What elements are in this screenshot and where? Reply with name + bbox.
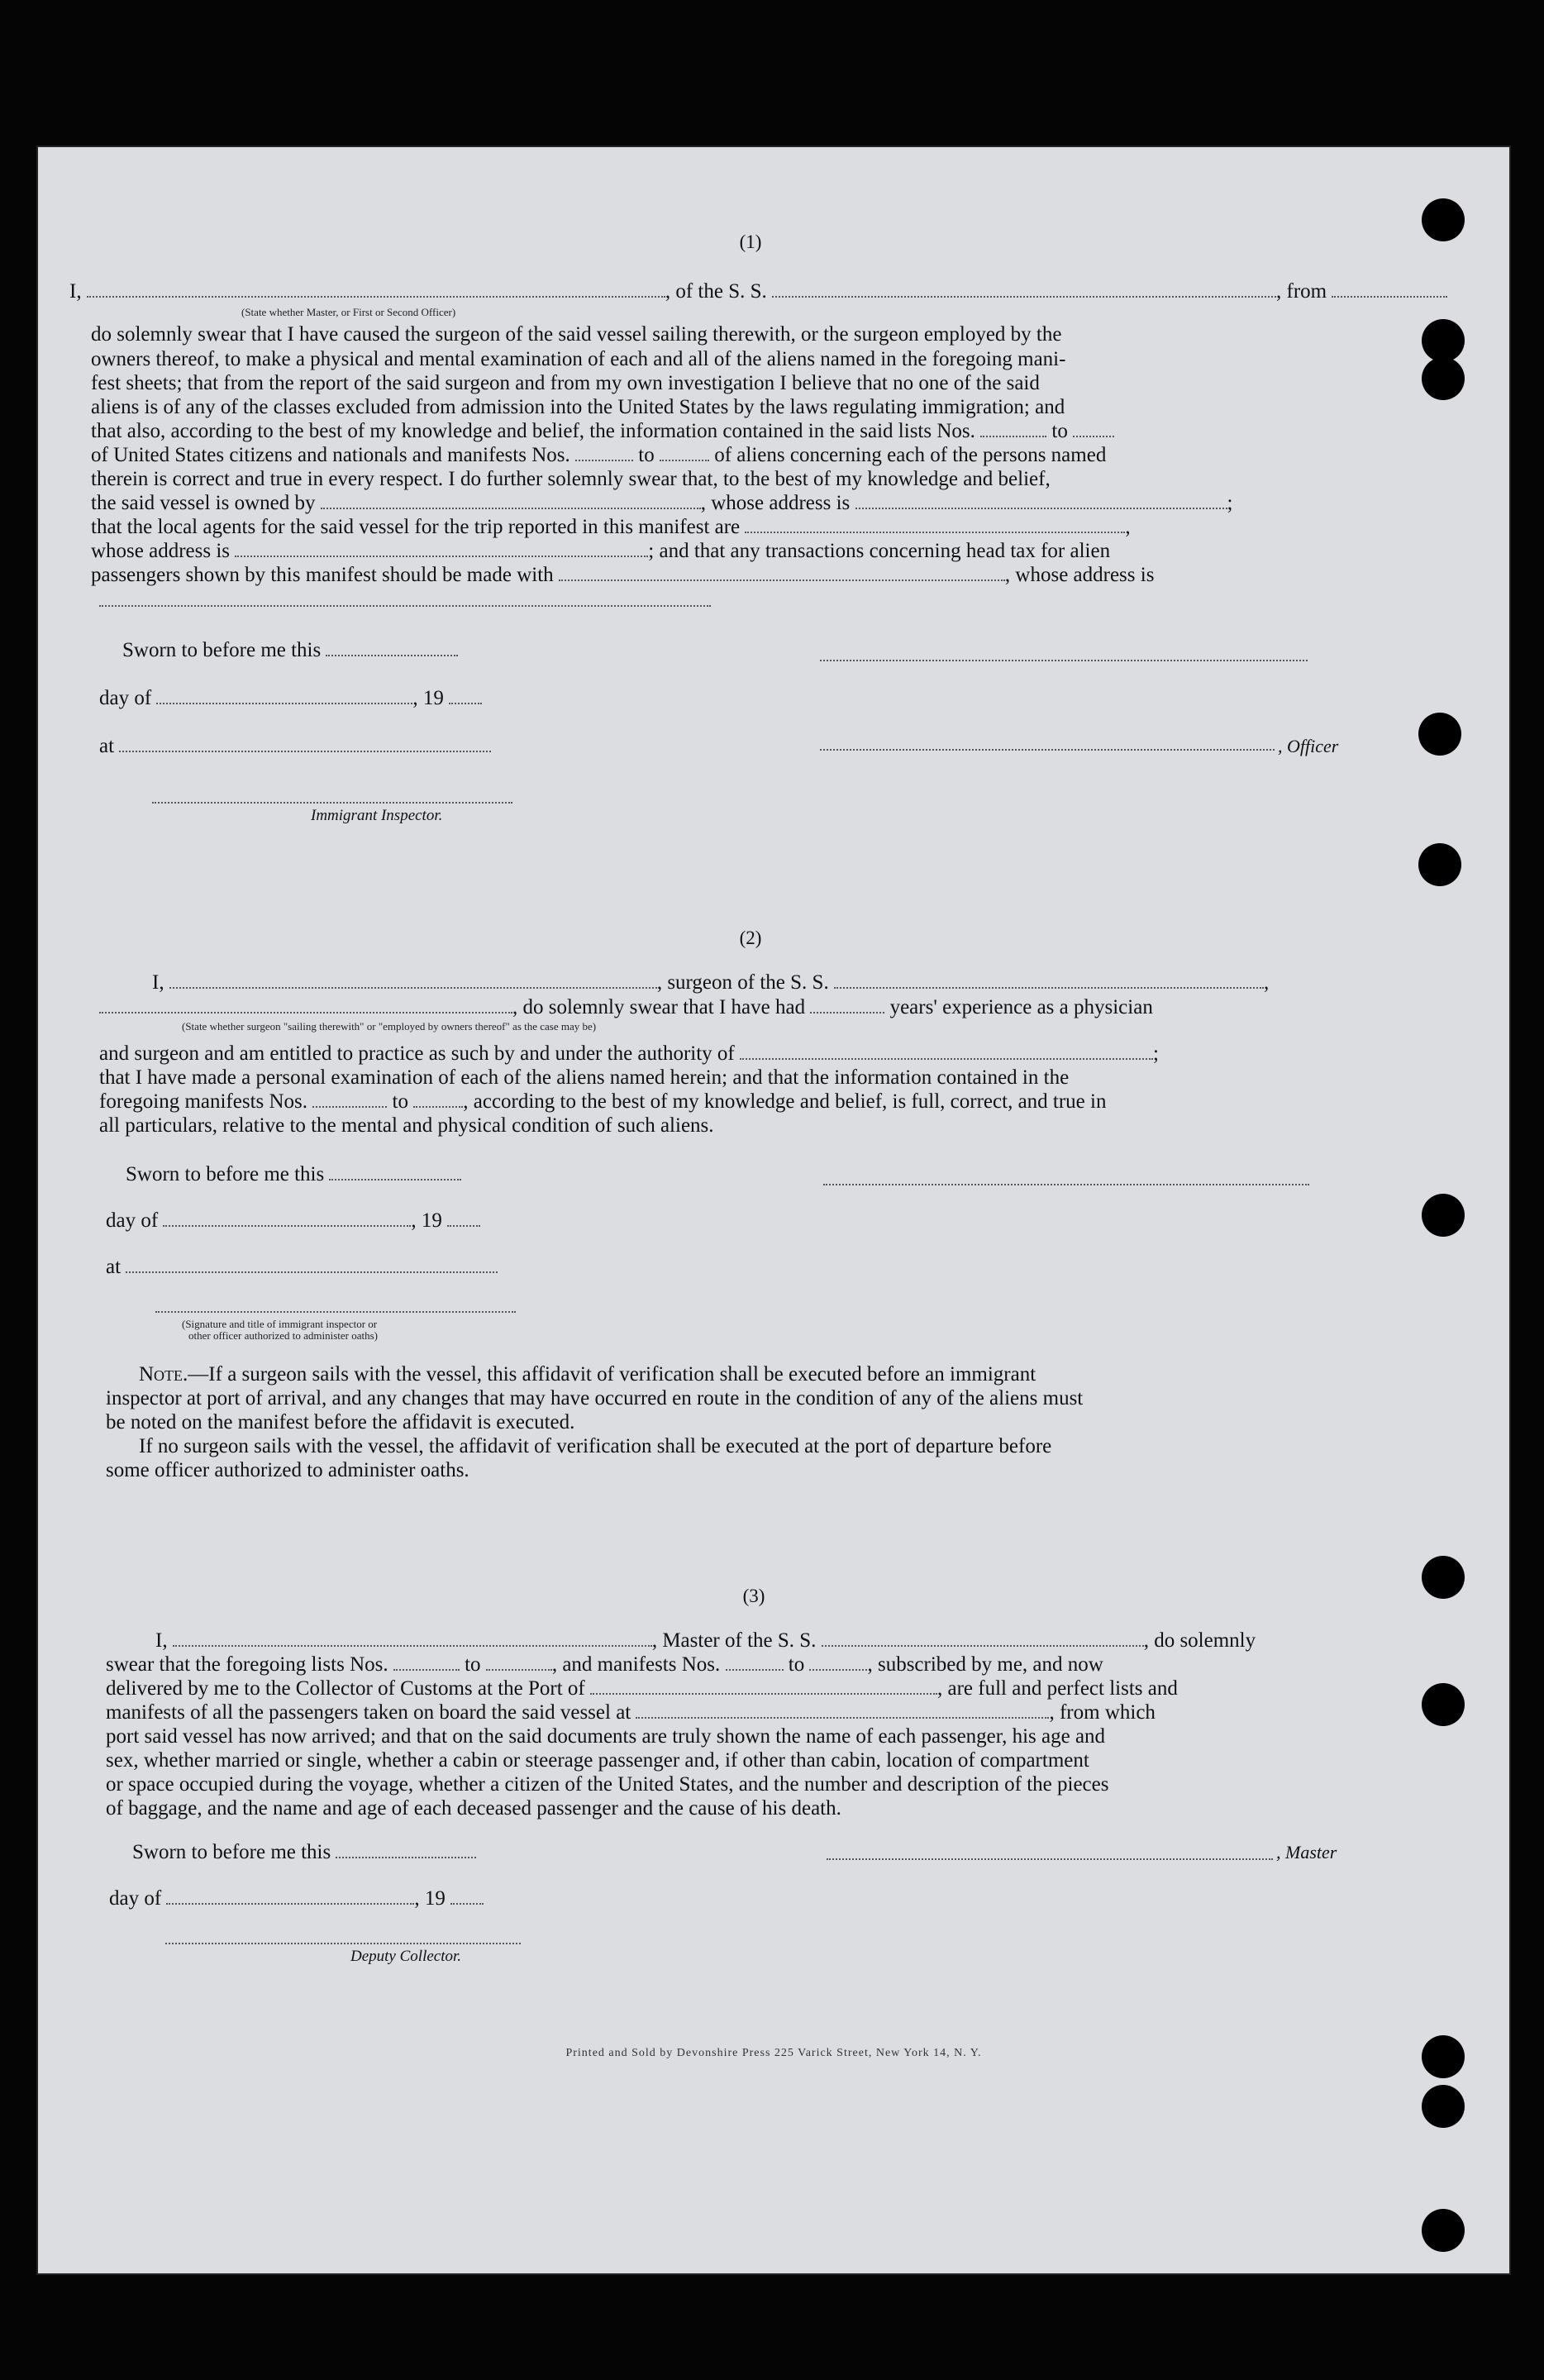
s2-l5a: foregoing manifests Nos.	[99, 1090, 308, 1113]
s2-manifests-from-field[interactable]	[312, 1090, 387, 1108]
s3-line-7: or space occupied during the voyage, whether a citizen of the United States, and the number and description of the pieces	[106, 1773, 1109, 1796]
s3-sworn-label: Sworn to before me this	[132, 1841, 331, 1863]
s1-l1-end: , from	[1276, 280, 1327, 303]
s2-at-label: at	[106, 1256, 122, 1278]
s1-para-11	[91, 563, 1154, 588]
s3-line-4	[106, 1700, 1156, 1725]
s3-month-field[interactable]	[166, 1886, 414, 1905]
s1-p10a: whose address is	[91, 540, 231, 562]
note-line-4: If no surgeon sails with the vessel, the affidavit of verification shall be executed at the port of departure before	[139, 1435, 1052, 1457]
punch-hole	[1422, 2085, 1465, 2128]
s2-sworn-label: Sworn to before me this	[126, 1163, 325, 1185]
s3-l2c: , and manifests Nos.	[551, 1653, 721, 1676]
s1-line-1	[69, 279, 1447, 304]
manifests-to-field[interactable]	[660, 443, 709, 461]
s2-l5c: , according to the best of my knowledge and belief, is full, correct, and true in	[463, 1090, 1107, 1113]
s1-p8b: , whose address is	[700, 492, 851, 514]
manifests-from-field[interactable]	[575, 443, 633, 461]
s2-l1a: I,	[152, 971, 164, 994]
authority-field[interactable]	[740, 1042, 1153, 1060]
section-2-number: (2)	[739, 928, 762, 948]
s3-line-2	[106, 1653, 1103, 1677]
punch-hole	[1422, 1556, 1465, 1599]
note-line-3: be noted on the manifest before the affidavit is executed.	[106, 1411, 575, 1433]
s2-at	[106, 1255, 498, 1280]
s3-manifests-to-field[interactable]	[809, 1653, 867, 1671]
master-signature-line[interactable]	[827, 1857, 1273, 1860]
s3-l1b: , Master of the S. S.	[651, 1629, 817, 1652]
s1-para-3: fest sheets; that from the report of the said surgeon and from my own investigation I believe that no one of the said	[91, 372, 1040, 394]
s1-year-field[interactable]	[449, 686, 482, 704]
s3-l2d: to	[788, 1653, 805, 1676]
s3-l2b: to	[465, 1653, 481, 1676]
s2-l3b: ;	[1153, 1042, 1159, 1065]
manifest-page	[36, 145, 1511, 2275]
s1-para-8	[91, 491, 1232, 516]
s1-para-1: do solemnly swear that I have caused the surgeon of the said vessel sailing therewith, or the surgeon employed by the	[91, 323, 1062, 346]
s2-line-3	[99, 1042, 1159, 1066]
s2-day-of	[106, 1209, 480, 1233]
s3-l4a: manifests of all the passengers taken on board the said vessel at	[106, 1701, 631, 1724]
s2-sig-caption-2: other officer authorized to administer oaths)	[188, 1329, 378, 1342]
s3-line-1	[155, 1629, 1256, 1653]
surgeon-name-field[interactable]	[169, 971, 657, 989]
s2-l2a: , do solemnly swear that I have had	[512, 996, 806, 1018]
s2-sworn-day-field[interactable]	[329, 1162, 461, 1180]
s3-lists-to-field[interactable]	[486, 1653, 552, 1671]
note-line-1	[139, 1362, 1036, 1387]
s3-l3b: , are full and perfect lists and	[937, 1677, 1178, 1700]
s3-lists-from-field[interactable]	[393, 1653, 460, 1671]
from-port-field[interactable]	[1332, 279, 1447, 298]
inspector-caption: Immigrant Inspector.	[311, 807, 443, 824]
printer-imprint: Printed and Sold by Devonshire Press 225 Varick Street, New York 14, N. Y.	[565, 2047, 982, 2059]
punch-hole	[1422, 198, 1465, 241]
s1-p6b: to	[638, 444, 655, 466]
rank-field[interactable]	[87, 279, 665, 298]
collector-signature-line[interactable]	[165, 1941, 521, 1944]
s3-line-6: sex, whether married or single, whether a cabin or steerage passenger and, if other than cabin, location of compartment	[106, 1749, 1089, 1772]
s1-p8a: the said vessel is owned by	[91, 492, 316, 514]
s1-p11a: passengers shown by this manifest should be made with	[91, 564, 554, 586]
s1-para-5	[91, 419, 1114, 444]
s1-p9b: ,	[1125, 516, 1131, 538]
section-1-number: (1)	[739, 231, 762, 252]
s2-status-caption: (State whether surgeon "sailing therewith" or "employed by owners thereof" as the case may be)	[182, 1020, 597, 1033]
s1-l1-mid: , of the S. S.	[665, 280, 767, 303]
punch-hole	[1422, 357, 1465, 400]
s1-p10b: ; and that any transactions concerning head tax for alien	[648, 540, 1111, 562]
s2-sig-caption-1: (Signature and title of immigrant inspector or	[182, 1318, 378, 1330]
section-3-number: (3)	[742, 1586, 765, 1606]
s3-port-field[interactable]	[590, 1676, 937, 1695]
s3-year-field[interactable]	[450, 1886, 484, 1905]
s3-l2e: , subscribed by me, and now	[867, 1653, 1103, 1676]
s1-p9a: that the local agents for the said vessel for the trip reported in this manifest are	[91, 516, 741, 538]
s3-line-8: of baggage, and the name and age of each deceased passenger and the cause of his death.	[106, 1797, 841, 1820]
s2-signature-line[interactable]	[823, 1182, 1309, 1185]
s3-day-of-label: day of	[109, 1887, 162, 1910]
s3-l4b: , from which	[1049, 1701, 1156, 1724]
note-line-5: some officer authorized to administer oaths.	[106, 1459, 469, 1481]
s1-day-of-label: day of	[99, 687, 152, 709]
s2-l1c: ,	[1263, 971, 1270, 994]
surgeon-status-field[interactable]	[99, 995, 512, 1014]
s1-p6c: of aliens concerning each of the persons named	[714, 444, 1107, 466]
s2-day-of-label: day of	[106, 1209, 159, 1232]
s1-sworn-label: Sworn to before me this	[122, 639, 322, 661]
s1-rank-caption: (State whether Master, or First or Second Officer)	[241, 306, 456, 318]
s2-month-field[interactable]	[163, 1209, 411, 1227]
s1-day-of	[99, 686, 482, 711]
punch-hole	[1422, 2035, 1465, 2078]
s2-l5b: to	[392, 1090, 408, 1113]
note-line-2: inspector at port of arrival, and any changes that may have occurred en route in the condition of any of the aliens must	[106, 1387, 1084, 1409]
s1-at	[99, 734, 491, 759]
s2-line-6: all particulars, relative to the mental and physical condition of such aliens.	[99, 1114, 714, 1137]
s2-line-2	[99, 995, 1153, 1020]
head-tax-address-field[interactable]	[99, 603, 711, 607]
s3-l2a: swear that the foregoing lists Nos.	[106, 1653, 388, 1676]
s1-month-field[interactable]	[156, 686, 412, 704]
lists-from-field[interactable]	[980, 419, 1046, 437]
head-tax-party-field[interactable]	[559, 563, 1005, 581]
s3-line-5: port said vessel has now arrived; and that on the said documents are truly shown the name of each passenger, his age and	[106, 1725, 1106, 1748]
s2-inspector-signature-line[interactable]	[155, 1309, 516, 1313]
s1-para-4: aliens is of any of the classes excluded from admission into the United States by the laws regulating immigration; and	[91, 396, 1065, 418]
s1-para-7: therein is correct and true in every respect. I do further solemnly swear that, to the best of my knowledge and belief,	[91, 468, 1051, 490]
s2-sworn	[126, 1162, 461, 1187]
s1-p11b: , whose address is	[1004, 564, 1155, 586]
s1-l1-prefix: I,	[69, 280, 82, 303]
s1-at-field[interactable]	[119, 734, 491, 752]
collector-caption: Deputy Collector.	[350, 1948, 462, 1965]
s1-para-2: owners thereof, to make a physical and mental examination of each and all of the aliens named in the foregoing mani-	[91, 348, 1066, 370]
s1-para-9	[91, 515, 1131, 540]
s2-year-label: , 19	[411, 1209, 442, 1232]
punch-hole	[1422, 1194, 1465, 1237]
s1-signature-line[interactable]	[820, 658, 1308, 661]
s1-para-10	[91, 539, 1110, 564]
s1-p8c: ;	[1227, 492, 1233, 514]
punch-hole	[1422, 2209, 1465, 2252]
note-label: Note.	[139, 1363, 188, 1386]
punch-hole	[1422, 1683, 1465, 1726]
lists-to-field[interactable]	[1073, 419, 1114, 437]
punch-hole	[1418, 713, 1461, 756]
s2-line-1	[152, 971, 1269, 995]
s3-sworn-day-field[interactable]	[336, 1840, 476, 1858]
master-label: , Master	[1276, 1842, 1337, 1863]
agents-field[interactable]	[745, 515, 1125, 533]
s1-para-6	[91, 443, 1106, 468]
officer-signature-line[interactable]	[820, 747, 1275, 751]
s1-p5-text: that also, according to the best of my knowledge and belief, the information contained in the said lists Nos.	[91, 420, 975, 442]
s2-vessel-field[interactable]	[834, 971, 1264, 989]
s2-l2b: years' experience as a physician	[889, 996, 1153, 1018]
s3-l3a: delivered by me to the Collector of Customs at the Port of	[106, 1677, 585, 1700]
s2-year-field[interactable]	[447, 1209, 480, 1227]
s3-vessel-field[interactable]	[822, 1629, 1144, 1647]
agents-address-field[interactable]	[235, 539, 648, 557]
s3-year-label: , 19	[414, 1887, 446, 1910]
note-n1: —If a surgeon sails with the vessel, this affidavit of verification shall be executed before an immigrant	[188, 1363, 1036, 1386]
s1-at-label: at	[99, 735, 115, 757]
s1-p6a: of United States citizens and nationals and manifests Nos.	[91, 444, 570, 466]
s2-at-field[interactable]	[126, 1255, 498, 1273]
s2-l1b: , surgeon of the S. S.	[656, 971, 829, 994]
owner-address-field[interactable]	[855, 491, 1227, 509]
s3-manifests-from-field[interactable]	[726, 1653, 784, 1671]
s2-l3a: and surgeon and am entitled to practice as such by and under the authority of	[99, 1042, 735, 1065]
vessel-name-field[interactable]	[772, 279, 1276, 298]
s1-sworn	[122, 638, 458, 663]
s3-l1c: , do solemnly	[1143, 1629, 1256, 1652]
s3-l1a: I,	[155, 1629, 168, 1652]
owner-field[interactable]	[321, 491, 701, 509]
s3-boarded-at-field[interactable]	[636, 1700, 1049, 1719]
punch-hole	[1418, 843, 1461, 886]
s3-day-of	[109, 1886, 484, 1911]
s2-line-4: that I have made a personal examination of each of the aliens named herein; and that the information contained in the	[99, 1066, 1070, 1089]
s3-line-3	[106, 1676, 1178, 1701]
punch-hole	[1422, 319, 1465, 362]
s1-p5-end: to	[1051, 420, 1068, 442]
s2-line-5	[99, 1090, 1106, 1114]
s2-manifests-to-field[interactable]	[413, 1090, 463, 1108]
s3-master-name-field[interactable]	[173, 1629, 652, 1647]
s3-sworn	[132, 1840, 476, 1865]
officer-label: , Officer	[1278, 736, 1339, 756]
s1-year-label: , 19	[412, 687, 444, 709]
s1-sworn-day-field[interactable]	[326, 638, 458, 656]
years-experience-field[interactable]	[810, 995, 884, 1014]
